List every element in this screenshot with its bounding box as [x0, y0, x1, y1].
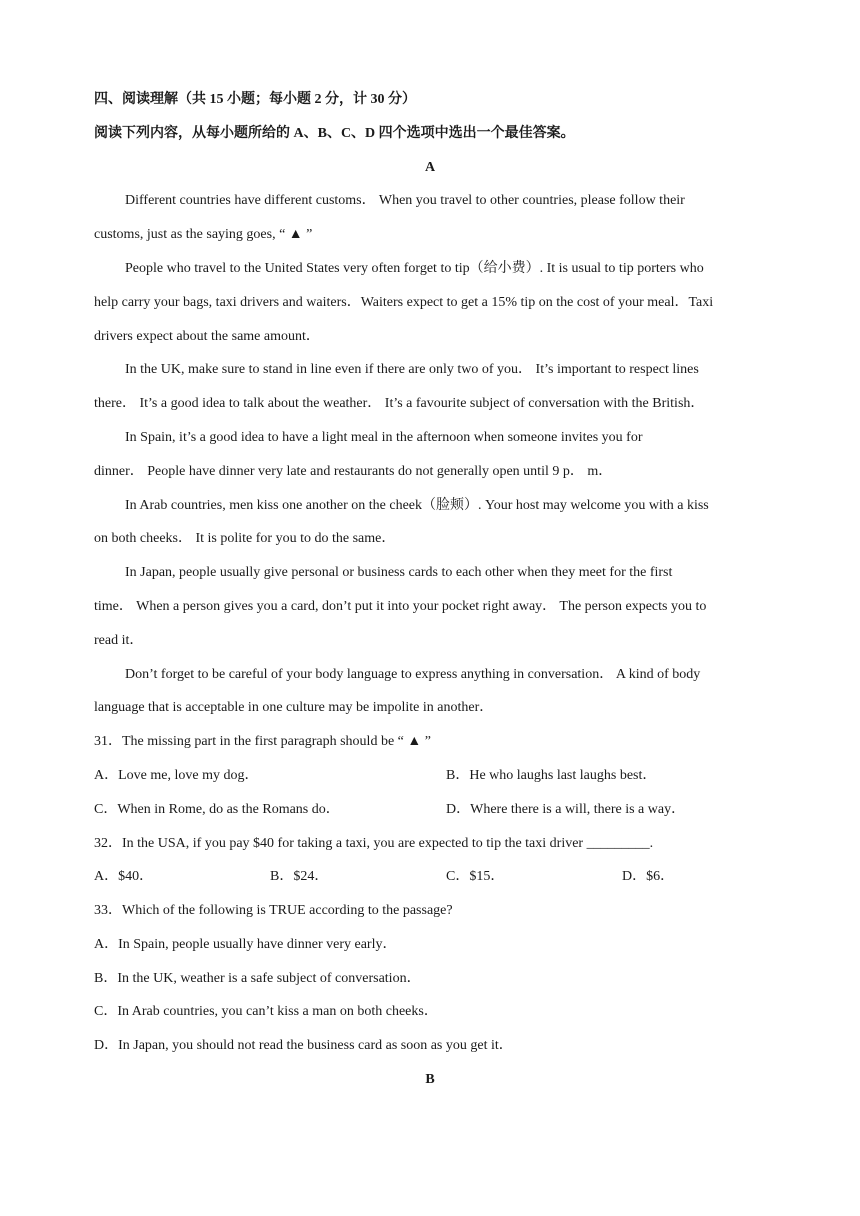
question-32-stem: 32．In the USA, if you pay $40 for taking a taxi, you are expected to tip the taxi driver _________.	[94, 836, 654, 851]
passage-line: In Spain, it’s a good idea to have a light meal in the afternoon when someone invites you for	[125, 430, 643, 445]
section-heading: 四、阅读理解（共 15 小题；每小题 2 分，计 30 分）	[94, 92, 416, 107]
passage-line: In the UK, make sure to stand in line even if there are only two of you． It’s important to respect lines	[125, 362, 699, 377]
passage-line: time． When a person gives you a card, don’t put it into your pocket right away． The person expects you to	[94, 599, 707, 614]
question-31-option-b[interactable]: B．He who laughs last laughs best．	[446, 768, 657, 783]
question-31-stem: 31．The missing part in the first paragraph should be “ ▲ ”	[94, 734, 431, 749]
question-33-option-b[interactable]: B．In the UK, weather is a safe subject of conversation．	[94, 971, 421, 986]
passage-line: help carry your bags, taxi drivers and waiters．Waiters expect to get a 15% tip on the cost of your meal．Taxi	[94, 295, 714, 310]
instruction: 阅读下列内容，从每小题所给的 A、B、C、D 四个选项中选出一个最佳答案。	[94, 126, 575, 141]
passage-line: In Japan, people usually give personal or business cards to each other when they meet for the first	[125, 565, 673, 580]
question-33-option-d[interactable]: D．In Japan, you should not read the business card as soon as you get it．	[94, 1038, 513, 1053]
question-31-option-d[interactable]: D．Where there is a will, there is a way．	[446, 802, 686, 817]
question-32-option-c[interactable]: C．$15．	[446, 869, 505, 884]
question-32-option-a[interactable]: A．$40．	[94, 869, 154, 884]
passage-line: customs, just as the saying goes, “ ▲ ”	[94, 227, 313, 242]
passage-line: language that is acceptable in one culture may be impolite in another．	[94, 700, 494, 715]
passage-a-label: A	[424, 160, 436, 175]
passage-line: People who travel to the United States very often forget to tip（给小费）. It is usual to tip porters who	[125, 261, 704, 276]
passage-line: Different countries have different customs． When you travel to other countries, please follow their	[125, 193, 685, 208]
question-32-option-b[interactable]: B．$24．	[270, 869, 329, 884]
passage-line: In Arab countries, men kiss one another on the cheek（脸颊）. Your host may welcome you with a kiss	[125, 498, 709, 513]
question-33-option-a[interactable]: A．In Spain, people usually have dinner very early．	[94, 937, 397, 952]
passage-line: dinner． People have dinner very late and restaurants do not generally open until 9 p． m．	[94, 464, 613, 479]
passage-line: read it．	[94, 633, 144, 648]
passage-line: there． It’s a good idea to talk about the weather． It’s a favourite subject of conversation with the British．	[94, 396, 705, 411]
passage-line: drivers expect about the same amount．	[94, 329, 320, 344]
passage-line: on both cheeks． It is polite for you to do the same．	[94, 531, 396, 546]
question-31-option-c[interactable]: C．When in Rome, do as the Romans do．	[94, 802, 340, 817]
question-33-stem: 33．Which of the following is TRUE according to the passage?	[94, 903, 453, 918]
question-33-option-c[interactable]: C．In Arab countries, you can’t kiss a man on both cheeks．	[94, 1004, 438, 1019]
passage-line: Don’t forget to be careful of your body language to express anything in conversation． A kind of body	[125, 667, 701, 682]
question-32-option-d[interactable]: D．$6．	[622, 869, 675, 884]
passage-b-label: B	[425, 1072, 435, 1087]
question-31-option-a[interactable]: A．Love me, love my dog．	[94, 768, 259, 783]
